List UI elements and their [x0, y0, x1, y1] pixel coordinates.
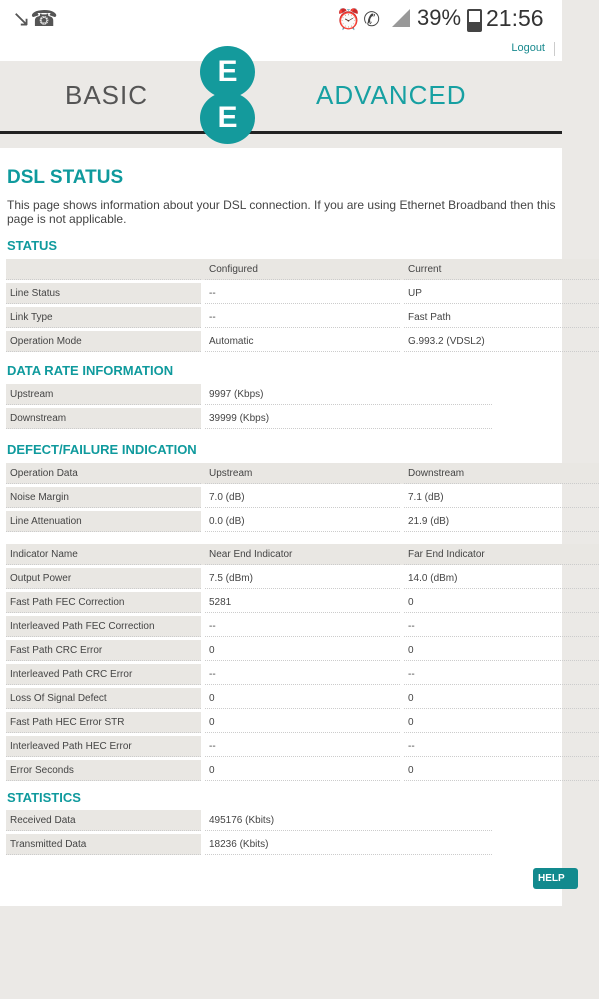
row-label: Downstream	[6, 408, 201, 429]
row-label: Fast Path FEC Correction	[6, 592, 201, 613]
data-rate-table	[6, 381, 492, 432]
header-cell: Near End Indicator	[205, 544, 400, 565]
defect-heading: DEFECT/FAILURE INDICATION	[7, 442, 197, 457]
configured-value: Automatic	[205, 331, 400, 352]
top-bar	[0, 38, 562, 61]
far-end-value: --	[404, 616, 599, 637]
statistics-heading: STATISTICS	[7, 790, 81, 805]
table-row	[6, 688, 599, 709]
row-label: Link Type	[6, 307, 201, 328]
help-button[interactable]: HELP	[533, 868, 578, 889]
header-cell: Current	[404, 259, 599, 280]
table-row	[6, 384, 492, 405]
downstream-value: 7.1 (dB)	[404, 487, 599, 508]
table-row	[6, 307, 599, 328]
row-label: Interleaved Path FEC Correction	[6, 616, 201, 637]
status-bar	[0, 0, 562, 38]
row-label: Received Data	[6, 810, 201, 831]
header-cell: Configured	[205, 259, 400, 280]
row-label: Operation Mode	[6, 331, 201, 352]
far-end-value: 0	[404, 592, 599, 613]
near-end-value: --	[205, 736, 400, 757]
far-end-value: --	[404, 664, 599, 685]
near-end-value: 0	[205, 640, 400, 661]
table-row	[6, 664, 599, 685]
current-value: UP	[404, 283, 599, 304]
signal-icon	[392, 9, 410, 27]
row-label: Loss Of Signal Defect	[6, 688, 201, 709]
indicator-table	[6, 541, 599, 784]
header-cell: Operation Data	[6, 463, 201, 484]
far-end-value: 14.0 (dBm)	[404, 568, 599, 589]
operation-data-table	[6, 460, 599, 535]
far-end-value: 0	[404, 760, 599, 781]
table-header-row	[6, 463, 599, 484]
near-end-value: 5281	[205, 592, 400, 613]
statistics-table	[6, 807, 492, 858]
page-title: DSL STATUS	[7, 167, 124, 188]
table-row	[6, 810, 492, 831]
table-row	[6, 640, 599, 661]
row-label: Interleaved Path CRC Error	[6, 664, 201, 685]
near-end-value: --	[205, 616, 400, 637]
advanced-mode-link[interactable]: ADVANCED	[316, 80, 467, 110]
near-end-value: 7.5 (dBm)	[205, 568, 400, 589]
current-value: Fast Path	[404, 307, 599, 328]
clock: 21:56	[486, 5, 544, 31]
table-header-row	[6, 544, 599, 565]
alarm-wifi-call-icons: ⏰✆	[336, 9, 382, 31]
header-cell: Indicator Name	[6, 544, 201, 565]
table-header-row	[6, 259, 599, 280]
basic-mode-link[interactable]: BASIC	[65, 80, 149, 110]
table-row	[6, 568, 599, 589]
row-label: Interleaved Path HEC Error	[6, 736, 201, 757]
row-label: Fast Path CRC Error	[6, 640, 201, 661]
table-row	[6, 712, 599, 733]
battery-percent: 39%	[417, 5, 462, 30]
far-end-value: 0	[404, 640, 599, 661]
near-end-value: 0	[205, 712, 400, 733]
far-end-value: 0	[404, 712, 599, 733]
status-table	[6, 256, 599, 355]
logout-link[interactable]: Logout	[511, 42, 545, 54]
header-cell: Downstream	[404, 463, 599, 484]
row-label: Upstream	[6, 384, 201, 405]
row-value: 495176 (Kbits)	[205, 810, 492, 831]
status-heading: STATUS	[7, 238, 58, 253]
row-label: Line Attenuation	[6, 511, 201, 532]
header-cell	[6, 259, 201, 280]
page-description: This page shows information about your DSL connection. If you are using Ethernet Broadband then this page is not applicable.	[7, 198, 556, 226]
data-rate-heading: DATA RATE INFORMATION	[7, 363, 174, 378]
missed-call-icon: ↘☎	[12, 6, 58, 31]
row-value: 18236 (Kbits)	[205, 834, 492, 855]
table-row	[6, 511, 599, 532]
table-row	[6, 736, 599, 757]
near-end-value: 0	[205, 688, 400, 709]
header-cell: Far End Indicator	[404, 544, 599, 565]
table-row	[6, 616, 599, 637]
configured-value: --	[205, 307, 400, 328]
row-label: Error Seconds	[6, 760, 201, 781]
divider	[554, 42, 555, 56]
upstream-value: 0.0 (dB)	[205, 511, 400, 532]
ee-logo-bottom: E	[200, 92, 255, 144]
table-row	[6, 283, 599, 304]
downstream-value: 21.9 (dB)	[404, 511, 599, 532]
row-value: 9997 (Kbps)	[205, 384, 492, 405]
table-row	[6, 834, 492, 855]
table-row	[6, 760, 599, 781]
near-end-value: 0	[205, 760, 400, 781]
table-row	[6, 487, 599, 508]
row-label: Line Status	[6, 283, 201, 304]
table-row	[6, 592, 599, 613]
current-value: G.993.2 (VDSL2)	[404, 331, 599, 352]
far-end-value: 0	[404, 688, 599, 709]
table-row	[6, 331, 599, 352]
row-value: 39999 (Kbps)	[205, 408, 492, 429]
upstream-value: 7.0 (dB)	[205, 487, 400, 508]
row-label: Fast Path HEC Error STR	[6, 712, 201, 733]
near-end-value: --	[205, 664, 400, 685]
row-label: Output Power	[6, 568, 201, 589]
ee-logo-top: E	[200, 46, 255, 98]
header-cell: Upstream	[205, 463, 400, 484]
far-end-value: --	[404, 736, 599, 757]
configured-value: --	[205, 283, 400, 304]
row-label: Noise Margin	[6, 487, 201, 508]
row-label: Transmitted Data	[6, 834, 201, 855]
battery-icon	[467, 9, 482, 32]
table-row	[6, 408, 492, 429]
